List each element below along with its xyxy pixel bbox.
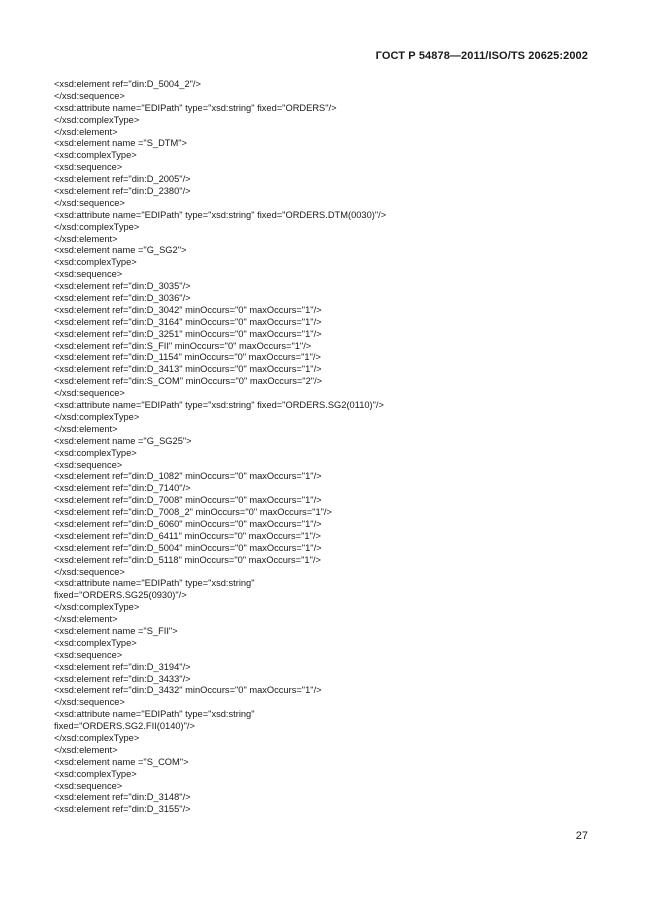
code-line: <xsd:complexType> <box>54 447 137 458</box>
code-line: <xsd:element ref="din:D_2380"/> <box>54 186 191 197</box>
code-line: fixed="ORDERS.SG25(0930)"/> <box>54 590 187 601</box>
code-line: <xsd:element name ="G_SG2"> <box>54 245 187 256</box>
code-line: <xsd:complexType> <box>54 150 137 161</box>
code-line: <xsd:complexType> <box>54 768 137 779</box>
code-line: <xsd:element ref="din:D_3413" minOccurs="0" maxOccurs="1"/> <box>54 364 322 375</box>
code-line: <xsd:attribute name="EDIPath" type="xsd:string" <box>54 578 255 589</box>
code-line: fixed="ORDERS.SG2.FII(0140)"/> <box>54 721 195 732</box>
code-line: </xsd:sequence> <box>54 697 125 708</box>
code-line: <xsd:attribute name="EDIPath" type="xsd:string" fixed="ORDERS.SG2(0110)"/> <box>54 400 384 411</box>
xsd-code-listing <box>54 79 594 816</box>
code-line: <xsd:attribute name="EDIPath" type="xsd:string" fixed="ORDERS"/> <box>54 102 337 113</box>
code-line: <xsd:element ref="din:D_6060" minOccurs="0" maxOccurs="1"/> <box>54 518 322 529</box>
code-line: </xsd:sequence> <box>54 566 125 577</box>
code-line: <xsd:element ref="din:D_3155"/> <box>54 804 191 815</box>
code-line: <xsd:element name ="S_FII"> <box>54 625 178 636</box>
page-number: 27 <box>575 830 588 842</box>
code-line: <xsd:element ref="din:D_3042" minOccurs="0" maxOccurs="1"/> <box>54 304 322 315</box>
code-line: <xsd:sequence> <box>54 269 123 280</box>
code-line: </xsd:element> <box>54 126 118 137</box>
code-line: </xsd:element> <box>54 744 118 755</box>
code-line: <xsd:element ref="din:D_7008" minOccurs="0" maxOccurs="1"/> <box>54 495 322 506</box>
code-line: <xsd:element ref="din:D_3148"/> <box>54 792 191 803</box>
code-line: </xsd:element> <box>54 423 118 434</box>
code-line: <xsd:element ref="din:D_3194"/> <box>54 661 191 672</box>
code-line: <xsd:element ref="din:D_7140"/> <box>54 483 191 494</box>
code-line: <xsd:sequence> <box>54 162 123 173</box>
code-line: <xsd:sequence> <box>54 649 123 660</box>
code-line: <xsd:element name ="G_SG25"> <box>54 435 192 446</box>
code-line: </xsd:complexType> <box>54 411 140 422</box>
code-line: <xsd:element ref="din:D_5004_2"/> <box>54 79 201 89</box>
code-line: </xsd:element> <box>54 233 118 244</box>
code-line: <xsd:element ref="din:D_3035"/> <box>54 281 191 292</box>
code-line: </xsd:sequence> <box>54 388 125 399</box>
code-line: <xsd:element ref="din:D_5004" minOccurs="0" maxOccurs="1"/> <box>54 542 322 553</box>
code-line: <xsd:element name ="S_DTM"> <box>54 138 187 149</box>
code-line: <xsd:complexType> <box>54 257 137 268</box>
code-line: </xsd:element> <box>54 614 118 625</box>
code-line: <xsd:element ref="din:D_3433"/> <box>54 673 191 684</box>
code-line: </xsd:complexType> <box>54 732 140 743</box>
code-line: <xsd:element ref="din:D_3036"/> <box>54 293 191 304</box>
code-line: <xsd:attribute name="EDIPath" type="xsd:string" fixed="ORDERS.DTM(0030)"/> <box>54 209 387 220</box>
standard-header: ГОСТ Р 54878—2011/ISO/TS 20625:2002 <box>375 50 588 62</box>
code-line: <xsd:element ref="din:D_1082" minOccurs="0" maxOccurs="1"/> <box>54 471 322 482</box>
code-line: <xsd:element ref="din:S_COM" minOccurs="0" maxOccurs="2"/> <box>54 376 323 387</box>
code-line: <xsd:sequence> <box>54 780 123 791</box>
code-line: </xsd:sequence> <box>54 90 125 101</box>
code-line: <xsd:element ref="din:D_5118" minOccurs="0" maxOccurs="1"/> <box>54 554 321 565</box>
code-line: </xsd:sequence> <box>54 197 125 208</box>
code-line: <xsd:complexType> <box>54 637 137 648</box>
code-line: <xsd:element ref="din:D_1154" minOccurs="0" maxOccurs="1"/> <box>54 352 321 363</box>
code-line: <xsd:element ref="din:D_3251" minOccurs="0" maxOccurs="1"/> <box>54 328 322 339</box>
code-line: <xsd:sequence> <box>54 459 123 470</box>
code-line: </xsd:complexType> <box>54 114 140 125</box>
code-line: <xsd:attribute name="EDIPath" type="xsd:string" <box>54 709 255 720</box>
code-line: <xsd:element ref="din:S_FII" minOccurs="0" maxOccurs="1"/> <box>54 340 312 351</box>
code-line: </xsd:complexType> <box>54 221 140 232</box>
code-line: <xsd:element name ="S_COM"> <box>54 756 189 767</box>
code-line: <xsd:element ref="din:D_3432" minOccurs="0" maxOccurs="1"/> <box>54 685 322 696</box>
code-line: </xsd:complexType> <box>54 602 140 613</box>
code-line: <xsd:element ref="din:D_7008_2" minOccurs="0" maxOccurs="1"/> <box>54 507 332 518</box>
code-line: <xsd:element ref="din:D_3164" minOccurs="0" maxOccurs="1"/> <box>54 316 322 327</box>
code-line: <xsd:element ref="din:D_6411" minOccurs="0" maxOccurs="1"/> <box>54 530 321 541</box>
code-line: <xsd:element ref="din:D_2005"/> <box>54 174 191 185</box>
